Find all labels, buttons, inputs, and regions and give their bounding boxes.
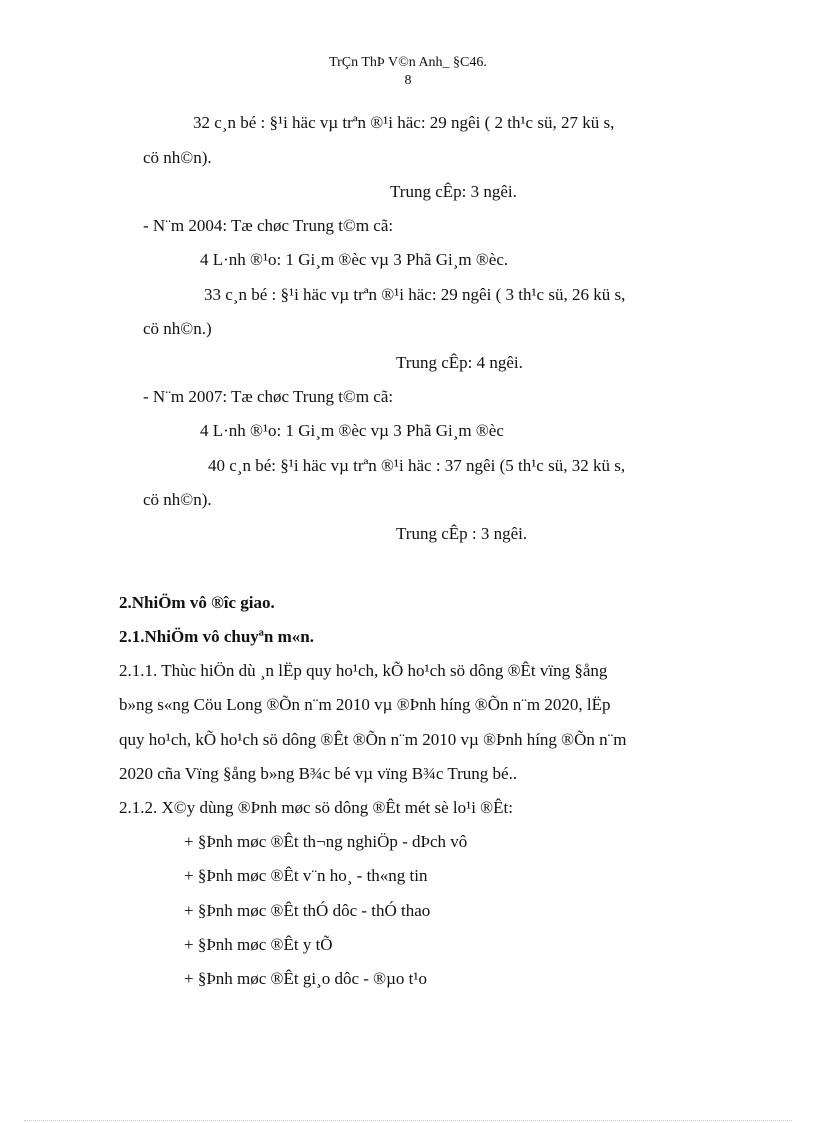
staff-2000-continuation: cö nh©n). xyxy=(143,148,212,167)
list-item: + §Þnh møc ®Êt th¬ng nghiÖp - dÞch vô xyxy=(184,832,468,851)
paragraph-2-1-2: 2.1.2. X©y dùng ®Þnh møc sö dông ®Êt mét sè lo¹i ®Êt: xyxy=(119,798,513,817)
staff-2000-line: 32 c¸n bé : §¹i häc vµ trªn ®¹i häc: 29 ngêi ( 2 th¹c sü, 27 kü s, xyxy=(193,113,615,132)
staff-2004-continuation: cö nh©n.) xyxy=(143,319,212,338)
page-bottom-divider xyxy=(24,1120,792,1121)
year-2004-heading: - N¨m 2004: Tæ chøc Trung t©m cã: xyxy=(143,216,394,235)
year-2007-heading: - N¨m 2007: Tæ chøc Trung t©m cã: xyxy=(143,387,394,406)
staff-2007-continuation: cö nh©n). xyxy=(143,490,212,509)
year-2007-leadership: 4 L·nh ®¹o: 1 Gi¸m ®èc vµ 3 Phã Gi¸m ®èc xyxy=(200,421,504,440)
section-2-1-heading: 2.1.NhiÖm vô chuyªn m«n. xyxy=(119,627,314,646)
staff-2007-intermediate: Trung cÊp : 3 ngêi. xyxy=(396,524,528,543)
paragraph-2-1-1-line-1: 2.1.1. Thùc hiÖn dù ¸n lËp quy ho¹ch, kÕ ho¹ch sö dông ®Êt vïng §ång xyxy=(119,661,608,680)
page-number: 8 xyxy=(404,73,412,88)
list-item: + §Þnh møc ®Êt y tÕ xyxy=(184,935,333,954)
staff-2000-intermediate: Trung cÊp: 3 ngêi. xyxy=(390,182,517,201)
list-item: + §Þnh møc ®Êt thÓ dôc - thÓ thao xyxy=(184,901,431,920)
staff-2004-intermediate: Trung cÊp: 4 ngêi. xyxy=(396,353,523,372)
list-item: + §Þnh møc ®Êt v¨n ho¸ - th«ng tin xyxy=(184,866,428,885)
paragraph-2-1-1-line-4: 2020 cña Vïng §ång b»ng B¾c bé vµ vïng B¾c Trung bé.. xyxy=(119,764,518,783)
section-2-heading: 2.NhiÖm vô ®îc giao. xyxy=(119,593,275,612)
year-2004-leadership: 4 L·nh ®¹o: 1 Gi¸m ®èc vµ 3 Phã Gi¸m ®èc. xyxy=(200,250,509,269)
staff-2004-line: 33 c¸n bé : §¹i häc vµ trªn ®¹i häc: 29 ngêi ( 3 th¹c sü, 26 kü s, xyxy=(204,285,626,304)
staff-2007-line: 40 c¸n bé: §¹i häc vµ trªn ®¹i häc : 37 ngêi (5 th¹c sü, 32 kü s, xyxy=(208,456,626,475)
paragraph-2-1-1-line-3: quy ho¹ch, kÕ ho¹ch sö dông ®Êt ®Õn n¨m 2010 vµ ®Þnh híng ®Õn n¨m xyxy=(119,730,627,749)
paragraph-2-1-1-line-2: b»ng s«ng Cöu Long ®Õn n¨m 2010 vµ ®Þnh híng ®Õn n¨m 2020, lËp xyxy=(119,695,611,714)
list-item: + §Þnh møc ®Êt gi¸o dôc - ®µo t¹o xyxy=(184,969,427,988)
page-header-title: TrÇn ThÞ V©n Anh_ §C46. xyxy=(329,55,487,70)
